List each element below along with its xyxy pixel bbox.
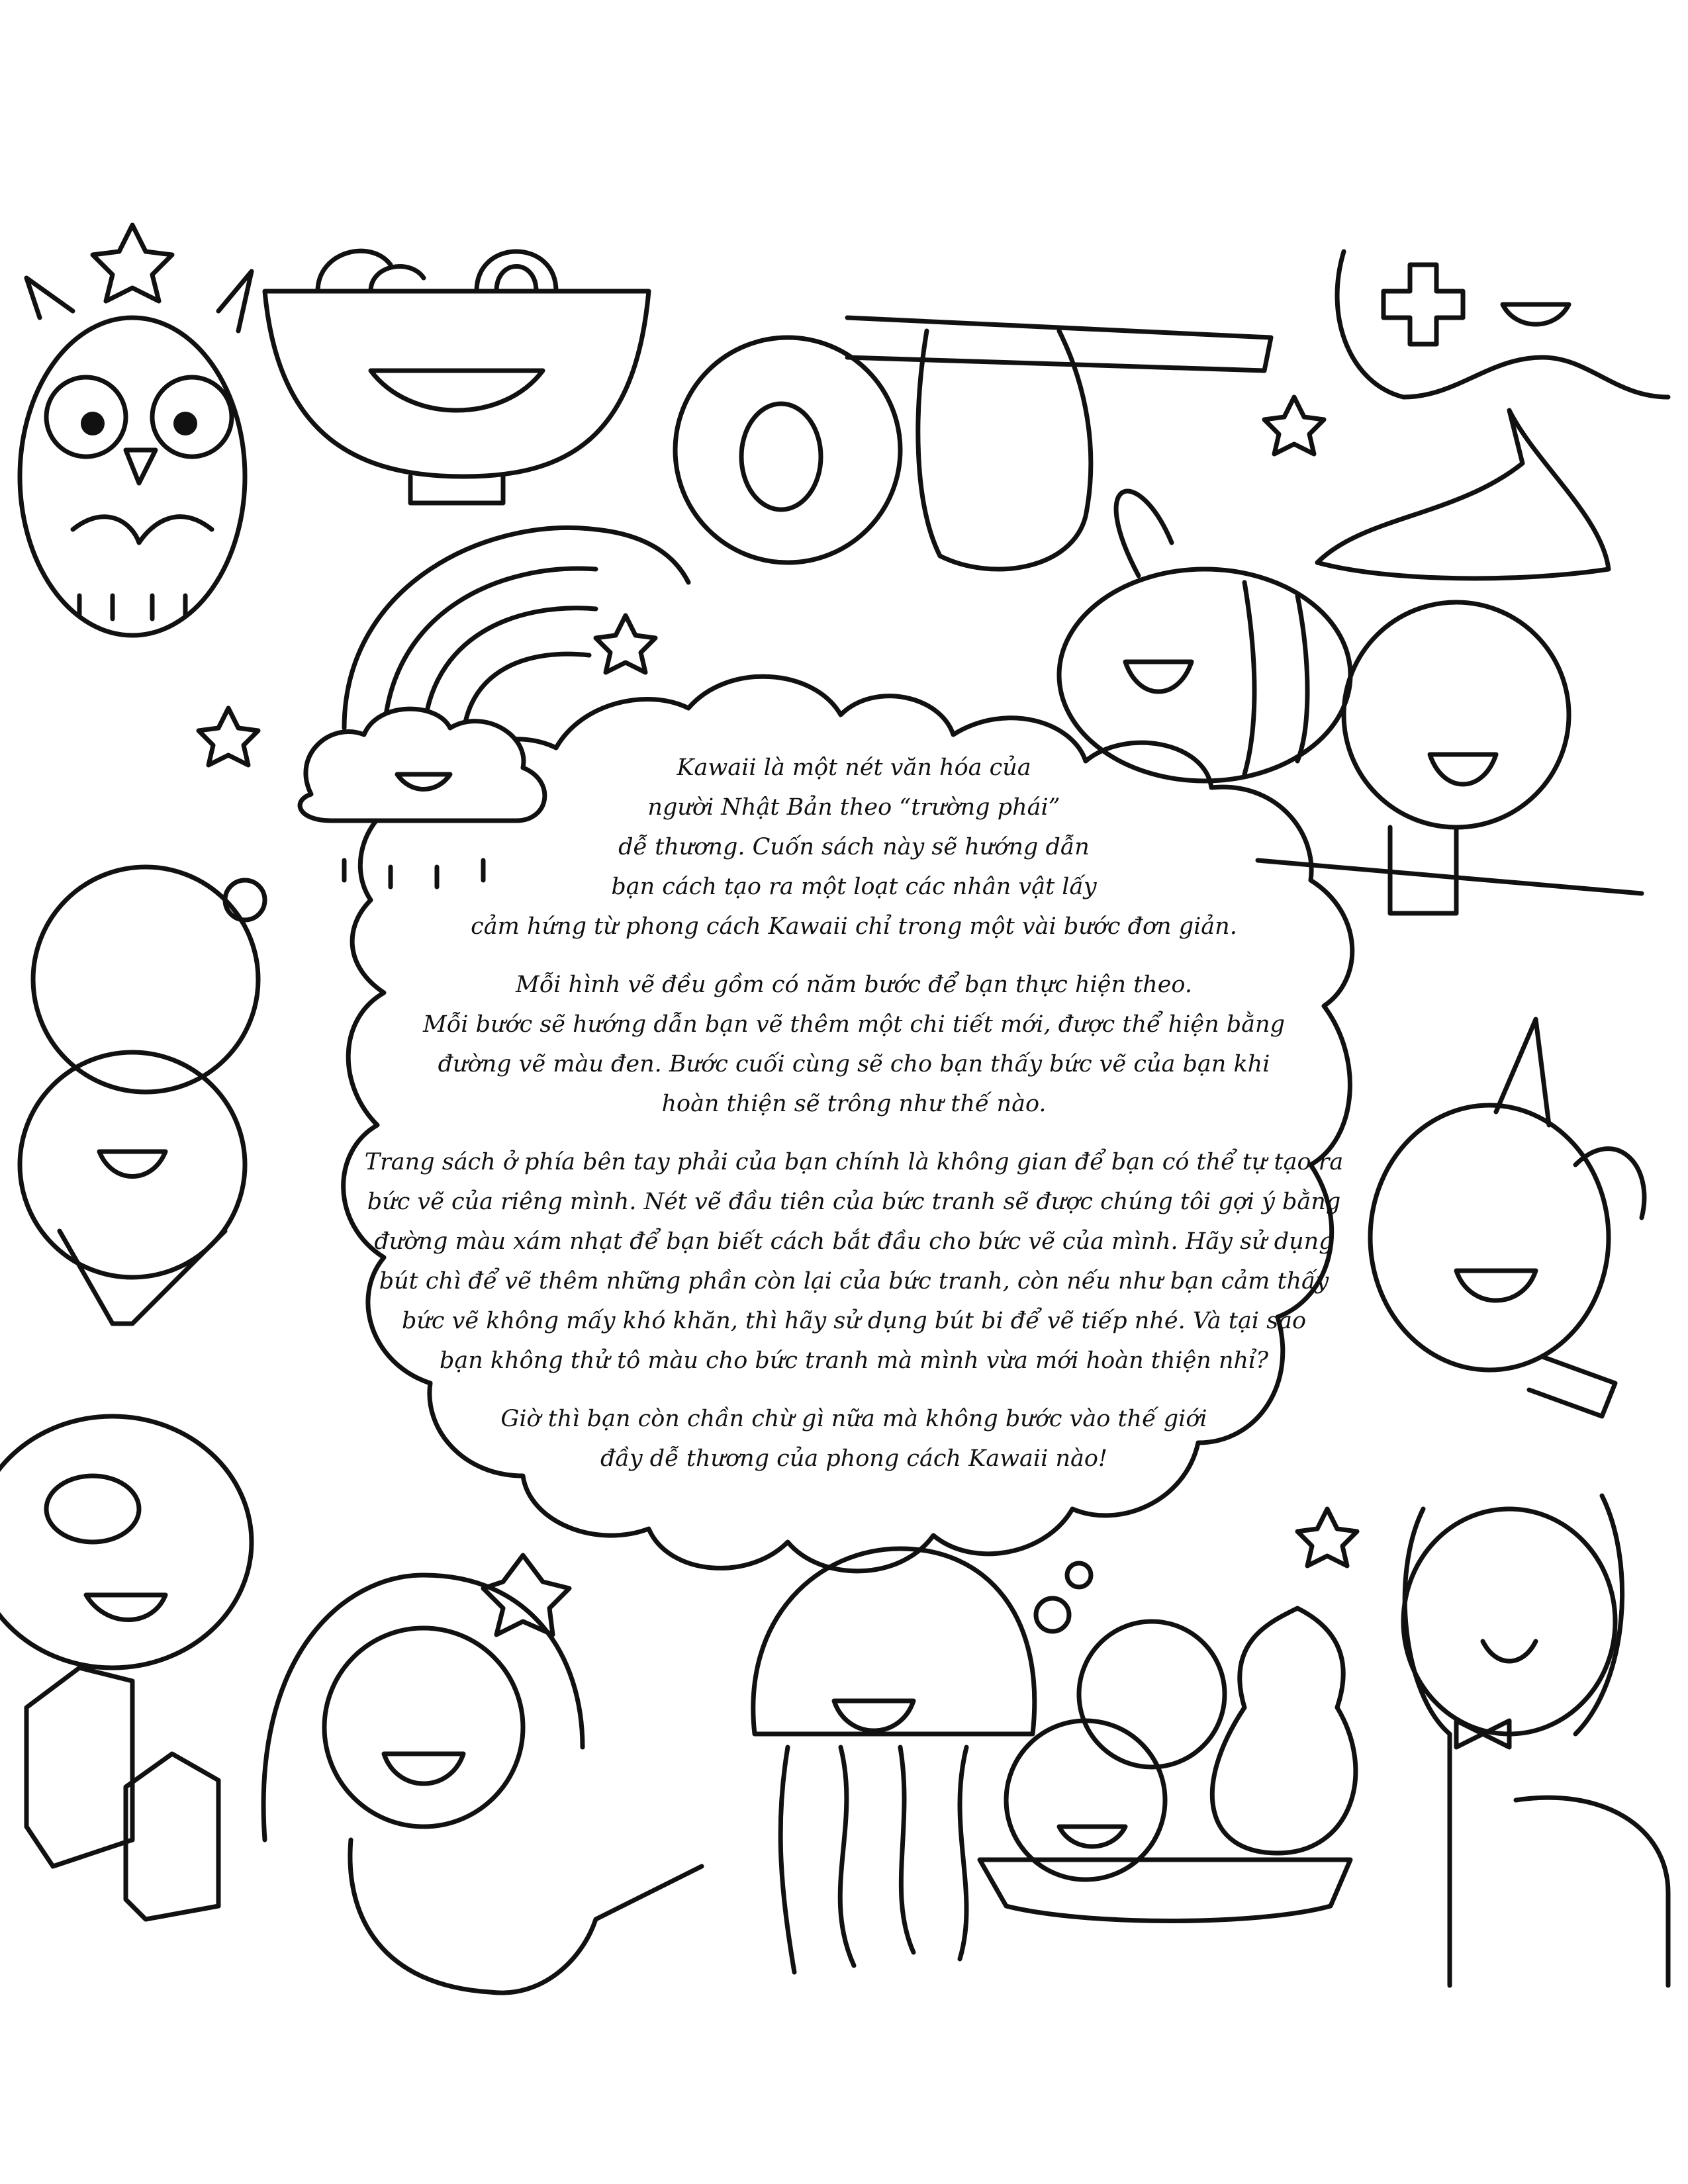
donut-icon bbox=[0, 1416, 252, 1668]
text-line: bút chì để vẽ thêm những phần còn lại của bức tranh, còn nếu như bạn cảm thấy bbox=[379, 1268, 1329, 1295]
text-line: Kawaii là một nét văn hóa của bbox=[677, 754, 1031, 781]
noodle-bowl-icon bbox=[265, 251, 649, 503]
bee-icon bbox=[1059, 491, 1350, 781]
fruit-basket-icon bbox=[980, 1608, 1356, 1921]
text-line: Mỗi bước sẽ hướng dẫn bạn vẽ thêm một chi tiết mới, được thể hiện bằng bbox=[423, 1011, 1285, 1038]
text-line: bạn không thử tô màu cho bức tranh mà mình vừa mới hoàn thiện nhỉ? bbox=[439, 1347, 1268, 1374]
intro-paragraph-4 bbox=[291, 1399, 1417, 1479]
sloth-icon bbox=[675, 318, 1271, 569]
text-line: Giờ thì bạn còn chần chừ gì nữa mà không bước vào thế giới bbox=[500, 1406, 1207, 1432]
game-controller-icon bbox=[1337, 251, 1668, 397]
text-line: dễ thương. Cuốn sách này sẽ hướng dẫn bbox=[618, 834, 1090, 860]
owl-icon bbox=[20, 271, 252, 635]
intro-paragraph-3 bbox=[291, 1142, 1417, 1381]
mermaid-icon bbox=[263, 1555, 702, 1993]
ice-cream-icon bbox=[20, 867, 265, 1324]
text-line: người Nhật Bản theo “trường phái” bbox=[647, 794, 1060, 821]
text-line: bức vẽ không mấy khó khăn, thì hãy sử dụng bút bi để vẽ tiếp nhé. Và tại sao bbox=[401, 1308, 1307, 1334]
llama-icon bbox=[1403, 1496, 1668, 1985]
text-line: đường vẽ màu đen. Bước cuối cùng sẽ cho bạn thấy bức vẽ của bạn khi bbox=[438, 1051, 1270, 1077]
text-line: Trang sách ở phía bên tay phải của bạn chính là không gian để bạn có thể tự tạo ra bbox=[364, 1149, 1344, 1175]
text-line: đầy dễ thương của phong cách Kawaii nào! bbox=[600, 1445, 1107, 1472]
intro-text bbox=[291, 748, 1417, 1497]
text-line: Mỗi hình vẽ đều gồm có năm bước để bạn thực hiện theo. bbox=[515, 972, 1193, 998]
jellyfish-icon bbox=[753, 1549, 1091, 1972]
text-line: đường màu xám nhạt để bạn biết cách bắt đầu cho bức vẽ của mình. Hãy sử dụng bbox=[374, 1228, 1334, 1255]
text-line: bạn cách tạo ra một loạt các nhân vật lấy bbox=[611, 874, 1097, 900]
crystals-icon bbox=[26, 1668, 218, 1919]
intro-paragraph-2 bbox=[291, 965, 1417, 1124]
text-line: hoàn thiện sẽ trông như thế nào. bbox=[661, 1091, 1047, 1117]
intro-paragraph-1 bbox=[291, 748, 1417, 946]
text-line: bức vẽ của riêng mình. Nét vẽ đầu tiên của bức tranh sẽ được chúng tôi gợi ý bằng bbox=[367, 1189, 1341, 1215]
text-line: cảm hứng từ phong cách Kawaii chỉ trong một vài bước đơn giản. bbox=[471, 913, 1237, 940]
